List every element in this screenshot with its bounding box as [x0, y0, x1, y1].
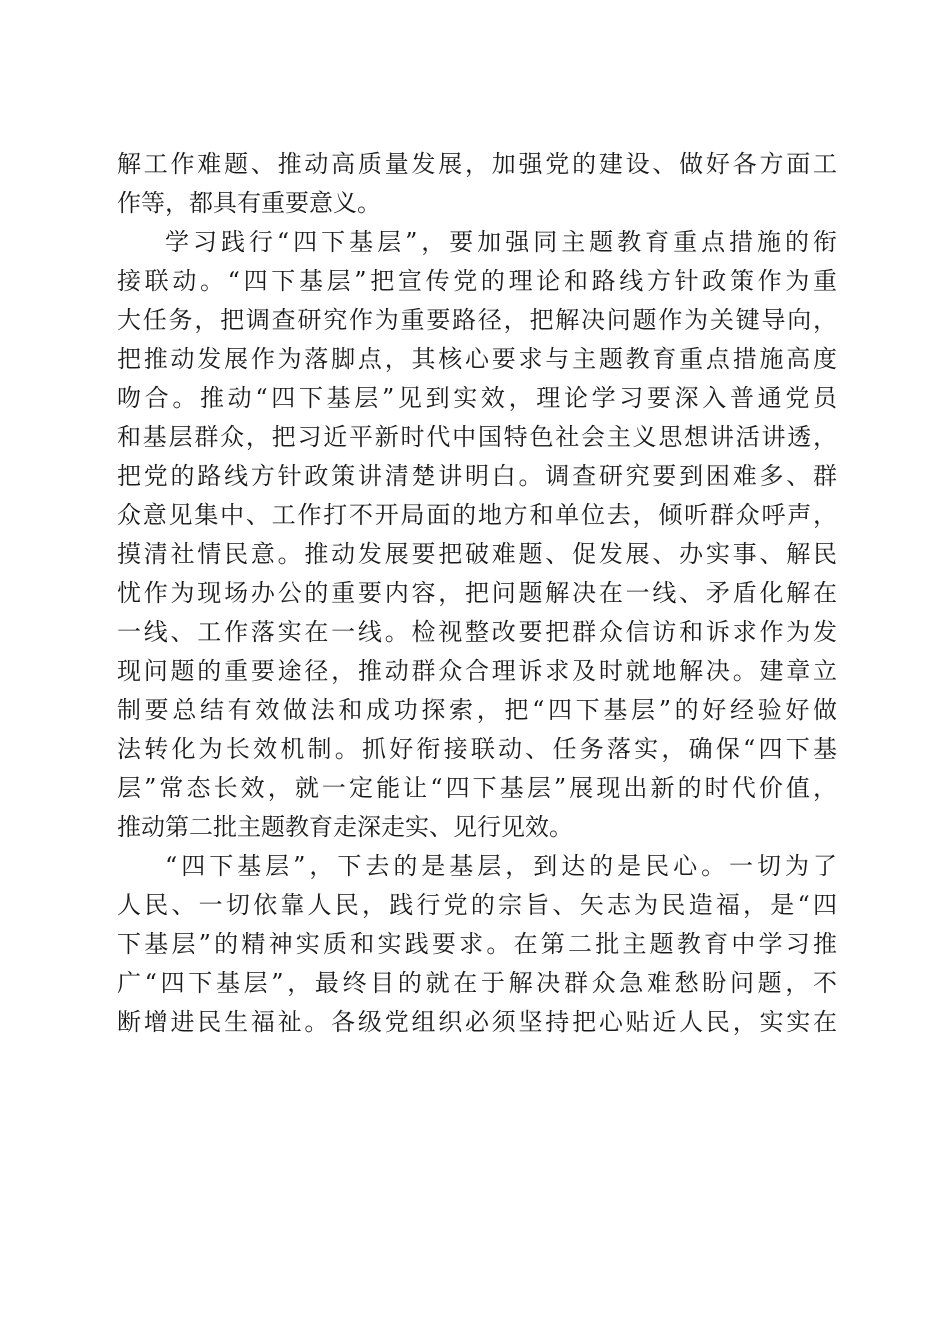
text-line: 断增进民生福祉。各级党组织必须坚持把心贴近人民，实实在 [117, 1008, 837, 1036]
text-line: 摸清社情民意。推动发展要把破难题、促发展、办实事、解民 [117, 540, 837, 568]
body-text [117, 145, 837, 1042]
text-line: 大任务，把调查研究作为重要路径，把解决问题作为关键导向， [117, 306, 837, 334]
text-line: 下基层”的精神实质和实践要求。在第二批主题教育中学习推 [117, 930, 837, 958]
text-line: 把推动发展作为落脚点，其核心要求与主题教育重点措施高度 [117, 345, 837, 373]
text-line: 接联动。“四下基层”把宣传党的理论和路线方针政策作为重 [117, 267, 837, 295]
text-line: 作等，都具有重要意义。 [117, 189, 381, 217]
paragraph-2 [117, 223, 837, 847]
text-line: 推动第二批主题教育走深走实、见行见效。 [117, 813, 573, 841]
text-line: 学习践行“四下基层”，要加强同主题教育重点措施的衔 [165, 228, 837, 256]
text-line: 层”常态长效，就一定能让“四下基层”展现出新的时代价值， [117, 774, 837, 802]
text-line: 众意见集中、工作打不开局面的地方和单位去，倾听群众呼声， [117, 501, 837, 529]
paragraph-3 [117, 847, 837, 1042]
text-line: 法转化为长效机制。抓好衔接联动、任务落实，确保“四下基 [117, 735, 837, 763]
text-line: 和基层群众，把习近平新时代中国特色社会主义思想讲活讲透， [117, 423, 837, 451]
paragraph-1 [117, 145, 837, 223]
text-line: 广“四下基层”，最终目的就在于解决群众急难愁盼问题，不 [117, 969, 837, 997]
text-line: 解工作难题、推动高质量发展，加强党的建设、做好各方面工 [117, 150, 837, 178]
text-line: “四下基层”，下去的是基层，到达的是民心。一切为了 [165, 852, 837, 880]
text-line: 现问题的重要途径，推动群众合理诉求及时就地解决。建章立 [117, 657, 837, 685]
text-line: 吻合。推动“四下基层”见到实效，理论学习要深入普通党员 [117, 384, 837, 412]
text-line: 忧作为现场办公的重要内容，把问题解决在一线、矛盾化解在 [117, 579, 837, 607]
text-line: 把党的路线方针政策讲清楚讲明白。调查研究要到困难多、群 [117, 462, 837, 490]
text-line: 制要总结有效做法和成功探索，把“四下基层”的好经验好做 [117, 696, 837, 724]
text-line: 一线、工作落实在一线。检视整改要把群众信访和诉求作为发 [117, 618, 837, 646]
text-line: 人民、一切依靠人民，践行党的宗旨、矢志为民造福，是“四 [117, 891, 837, 919]
